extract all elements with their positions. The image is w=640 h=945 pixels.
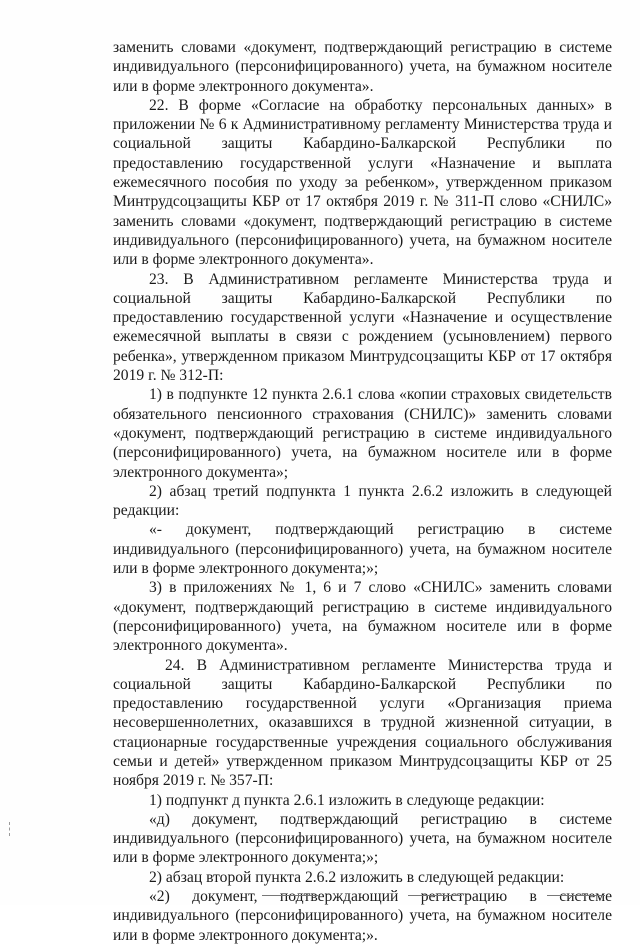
paragraph-item-24-2: 2) абзац второй пункта 2.6.2 изложить в следующей редакции: — [149, 868, 565, 886]
paragraph-item-24: 24. В Административном регламенте Министерства труда и социальной защиты Кабардино-Балкарской Республики по предоставлению государственной услуги «Организация приема несовершеннолетних, оказавшихся в трудной жизненной ситуации, в стационарные государственные учреждения социального обслуживания семьи и детей» утвержденном приказом Минтрудсоцзащиты КБР от 25 ноября 2019 г. № 357-П: — [113, 656, 612, 790]
paragraph-item-24-1: 1) подпункт д пункта 2.6.1 изложить в следующе редакции: — [149, 791, 545, 809]
paragraph-item-24-2-quote: «2) документ, подтверждающий регистрацию в системе индивидуального (персонифицированного) учета, на бумажном носителе или в форме электронного документа;». — [113, 888, 612, 944]
document-body — [113, 38, 612, 945]
footer-signature-line — [262, 895, 318, 896]
paragraph-item-23-2-quote: «- документ, подтверждающий регистрацию в системе индивидуального (персонифицированного) учета, на бумажном носителе или в форме электронного документа;»; — [113, 521, 612, 578]
paragraph-continuation: заменить словами «документ, подтверждающий регистрацию в системе индивидуального (персонифицированного) учета, на бумажном носителе или в форме электронного документа». — [113, 39, 612, 95]
footer-signature-line — [408, 895, 462, 896]
paragraph-item-22: 22. В форме «Согласие на обработку персональных данных» в приложении № 6 к Административному регламенту Министерства труда и социальной защиты Кабардино-Балкарской Республики по предоставлению государственной услуги «Назначение и выплата ежемесячного пособия по уходу за ребенком», утвержденном приказом Минтрудсоцзащиты КБР от 17 октября 2019 г. № 311-П слово «СНИЛС» заменить словами «документ, подтверждающий регистрацию в системе индивидуального (персонифицированного) учета, на бумажном носителе или в форме электронного документа». — [113, 96, 612, 269]
paragraph-item-23-1: 1) в подпункте 12 пункта 2.6.1 слова «копии страховых свидетельств обязательного пенсионного страхования (СНИЛС)» заменить словами «документ, подтверждающий регистрацию в системе индивидуального (персонифицированного) учета, на бумажном носителе или в форме электронного документа»; — [113, 386, 612, 481]
paragraph-item-24-1-quote: «д) документ, подтверждающий регистрацию в системе индивидуального (персонифицированного) учета, на бумажном носителе или в форме электронного документа;»; — [113, 810, 612, 867]
paragraph-item-23: 23. В Административном регламенте Министерства труда и социальной защиты Кабардино-Балкарской Республики по предоставлению государственной услуги «Назначение и осуществление ежемесячной выплаты в связи с рождением (усыновлением) первого ребенка», утвержденном приказом Минтрудсоцзащиты КБР от 17 октября 2019 г. № 312-П: — [113, 270, 612, 385]
paragraph-item-23-2: 2) абзац третий подпункта 1 пункта 2.6.2 изложить в следующей редакции: — [113, 482, 612, 520]
margin-mark — [9, 822, 13, 836]
footer-signature-line — [547, 895, 605, 896]
paragraph-item-23-3: 3) в приложениях № 1, 6 и 7 слово «СНИЛС» заменить словами «документ, подтверждающий регистрацию в системе индивидуального (персонифицированного) учета, на бумажном носителе или в форме электронного документа». — [113, 579, 612, 655]
